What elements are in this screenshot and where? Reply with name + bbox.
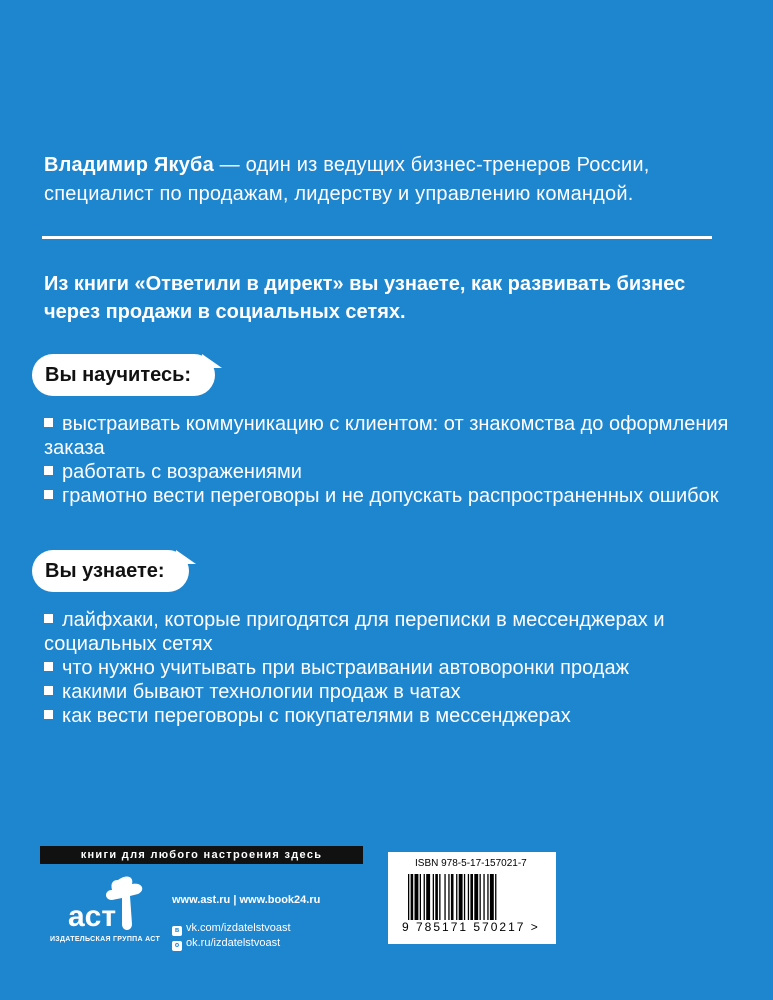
list-item: лайфхаки, которые пригодятся для переписки в мессенджерах и социальных сетях xyxy=(44,609,665,655)
lead-text: Из книги «Ответили в директ» вы узнаете, как развивать бизнес через продажи в социальных сетях. xyxy=(44,273,686,323)
author-description: — один из ведущих бизнес-тренеров России, специалист по продажам, лидерству и управлению командой. xyxy=(44,154,650,205)
list-item: выстраивать коммуникацию с клиентом: от знакомства до оформления заказа xyxy=(44,413,729,459)
web-links[interactable]: www.ast.ru | www.book24.ru xyxy=(172,894,321,906)
publisher-tagline: книги для любого настроения здесь xyxy=(40,846,363,864)
ok-link[interactable]: о ok.ru/izdatelstvoast xyxy=(172,937,280,951)
learn-list xyxy=(44,412,734,508)
bullet-square-icon xyxy=(44,710,53,719)
know-heading: Вы узнаете: xyxy=(45,560,165,582)
bullet-square-icon xyxy=(44,490,53,499)
barcode-box xyxy=(388,852,556,944)
author-bio xyxy=(44,151,734,209)
list-item: как вести переговоры с покупателями в мессенджерах xyxy=(44,704,734,728)
list-item: какими бывают технологии продаж в чатах xyxy=(44,680,734,704)
vk-link[interactable]: в vk.com/izdatelstvoast xyxy=(172,922,291,936)
know-heading-bubble xyxy=(32,550,189,592)
vk-icon: в xyxy=(172,926,182,936)
know-list xyxy=(44,608,734,728)
logo-text: аст xyxy=(68,900,117,933)
logo-caption: ИЗДАТЕЛЬСКАЯ ГРУППА АСТ xyxy=(49,936,161,943)
barcode-digits: 9 785171 570217 > xyxy=(402,920,540,934)
bullet-square-icon xyxy=(44,686,53,695)
learn-heading: Вы научитесь: xyxy=(45,364,192,386)
bullet-square-icon xyxy=(44,614,53,623)
list-item: работать с возражениями xyxy=(44,460,734,484)
list-item: что нужно учитывать при выстраивании автоворонки продаж xyxy=(44,656,734,680)
bullet-square-icon xyxy=(44,418,53,427)
ok-icon: о xyxy=(172,941,182,951)
divider xyxy=(42,236,712,239)
author-name: Владимир Якуба xyxy=(44,154,214,176)
learn-heading-bubble xyxy=(32,354,215,396)
bullet-square-icon xyxy=(44,662,53,671)
list-item: грамотно вести переговоры и не допускать распространенных ошибок xyxy=(44,484,734,508)
isbn-text: ISBN 978-5-17-157021-7 xyxy=(415,858,527,869)
bullet-square-icon xyxy=(44,466,53,475)
